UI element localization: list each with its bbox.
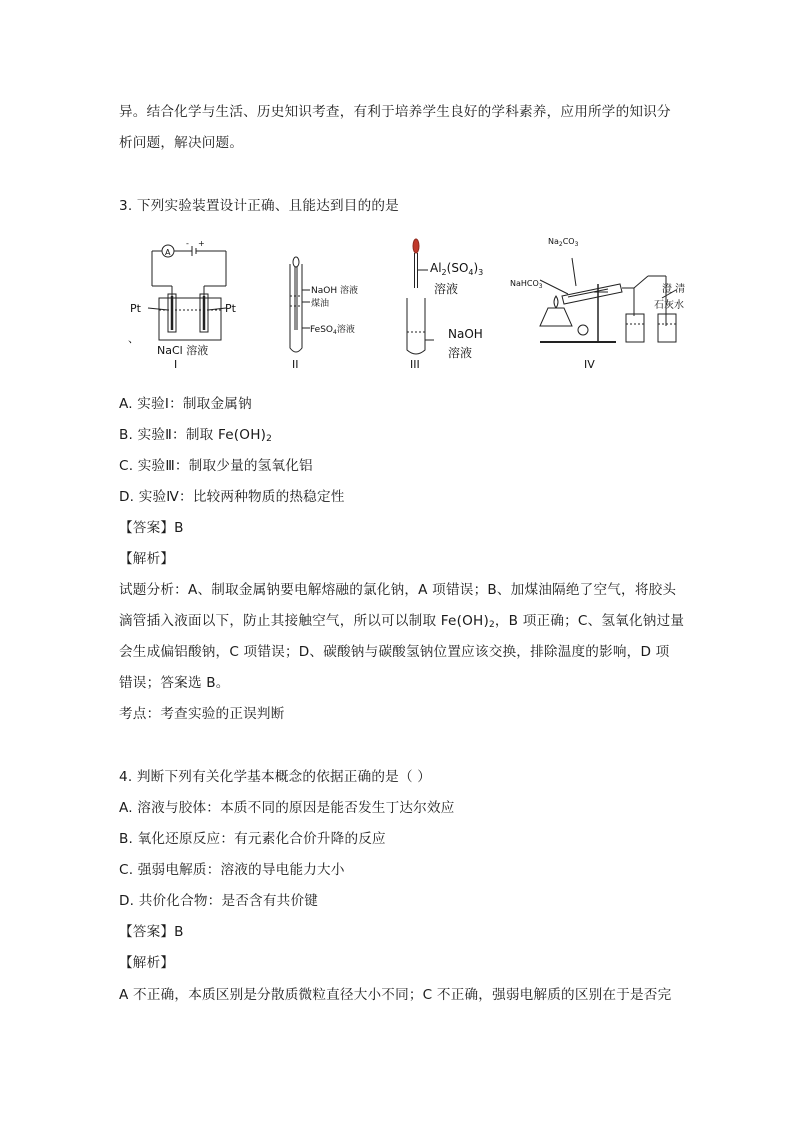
al-solution-label: 溶液 (434, 282, 459, 296)
pt-right-label: Pt (225, 302, 236, 315)
q3-option-c: C. 实验Ⅲ：制取少量的氢氧化铝 (119, 458, 313, 474)
limewater-label-1: 澄 清 (662, 284, 686, 295)
q3-option-a: A. 实验Ⅰ：制取金属钠 (119, 396, 252, 412)
roman-numeral-3: III (410, 358, 420, 371)
q3-analysis-line-3: 会生成偏铝酸钠，C 项错误；D、碳酸钠与碳酸氢钠位置应该交换，排除温度的影响，D 项 (119, 644, 670, 660)
q4-answer: 【答案】B (119, 924, 184, 940)
flame (554, 296, 558, 308)
naoh-ii-label: NaOH 溶液 (311, 286, 358, 296)
kerosene-label: 煤油 (311, 299, 330, 309)
q3-apparatus-figure (128, 236, 698, 376)
q3-option-b: B. 实验Ⅱ：制取 $Fe(OH)_2$ (119, 427, 273, 444)
q4-option-b: B. 氧化还原反应：有元素化合价升降的反应 (119, 831, 386, 847)
q3-answer: 【答案】B (119, 520, 184, 536)
dropper-bulb (293, 257, 299, 267)
dropper-bulb-red (413, 239, 419, 253)
nacl-label: NaCl 溶液 (157, 344, 209, 357)
pt-left-label: Pt (130, 302, 141, 315)
apparatus-1 (148, 245, 226, 340)
lamp-cap (578, 325, 588, 335)
battery-minus-label: - (186, 239, 189, 248)
q3-analysis-line-4: 错误；答案选 B。 (119, 675, 230, 691)
beaker-right (658, 314, 676, 342)
apparatus-2 (290, 257, 310, 352)
nahco3-label: NaHCO$_3$ (510, 279, 543, 290)
roman-numeral-2: II (292, 358, 299, 371)
naoh-iii-label-2: 溶液 (448, 346, 473, 360)
stray-mark: 、 (128, 332, 139, 345)
q3-analysis-line-2: 滴管插入液面以下，防止其接触空气，所以可以制取 $Fe(OH)_2$，B 项正确；C、氢氧化钠过量 (119, 613, 685, 630)
battery-plus-label: + (198, 239, 205, 248)
q3-kaodian: 考点：考查实验的正误判断 (119, 706, 285, 722)
question-4-stem: 4. 判断下列有关化学基本概念的依据正确的是（ ） (119, 769, 432, 785)
intro-line-1: 异。结合化学与生活、历史知识考查，有利于培养学生良好的学科素养，应用所学的知识分 (119, 104, 671, 120)
q4-option-c: C. 强弱电解质：溶液的导电能力大小 (119, 862, 345, 878)
q4-option-d: D. 共价化合物：是否含有共价键 (119, 893, 319, 909)
intro-line-2: 析问题，解决问题。 (119, 135, 244, 151)
na2co3-label: $Na_2CO_3$ (548, 237, 579, 248)
q4-analysis-heading: 【解析】 (119, 955, 175, 971)
beaker-left (626, 314, 644, 342)
q4-option-a: A. 溶液与胶体：本质不同的原因是能否发生丁达尔效应 (119, 800, 455, 816)
question-3-stem: 3. 下列实验装置设计正确、且能达到目的的是 (119, 198, 399, 214)
feso4-label: FeSO$_4$溶液 (310, 325, 355, 336)
roman-numeral-1: I (174, 358, 178, 371)
outer-test-tube (562, 284, 622, 304)
test-tube-2 (290, 264, 302, 352)
q4-analysis-line-1: A 不正确，本质区别是分散质微粒直径大小不同；C 不正确，强弱电解质的区别在于是否完 (119, 987, 672, 1003)
al2so43-label: $Al_2(SO_4)_3$ (430, 261, 484, 277)
limewater-label-2: 石灰水 (654, 300, 684, 311)
test-tube-3 (407, 298, 425, 354)
naoh-iii-label-1: NaOH (448, 327, 483, 341)
alcohol-lamp (540, 308, 572, 326)
q3-analysis-line-1: 试题分析：A、制取金属钠要电解熔融的氯化钠，A 项错误；B、加煤油隔绝了空气，将胶头 (119, 582, 677, 598)
roman-numeral-4: IV (584, 358, 595, 371)
q3-option-d: D. 实验Ⅳ：比较两种物质的热稳定性 (119, 489, 345, 505)
ammeter-label: A (165, 248, 171, 257)
q3-analysis-heading: 【解析】 (119, 551, 175, 567)
apparatus-3 (407, 239, 434, 354)
